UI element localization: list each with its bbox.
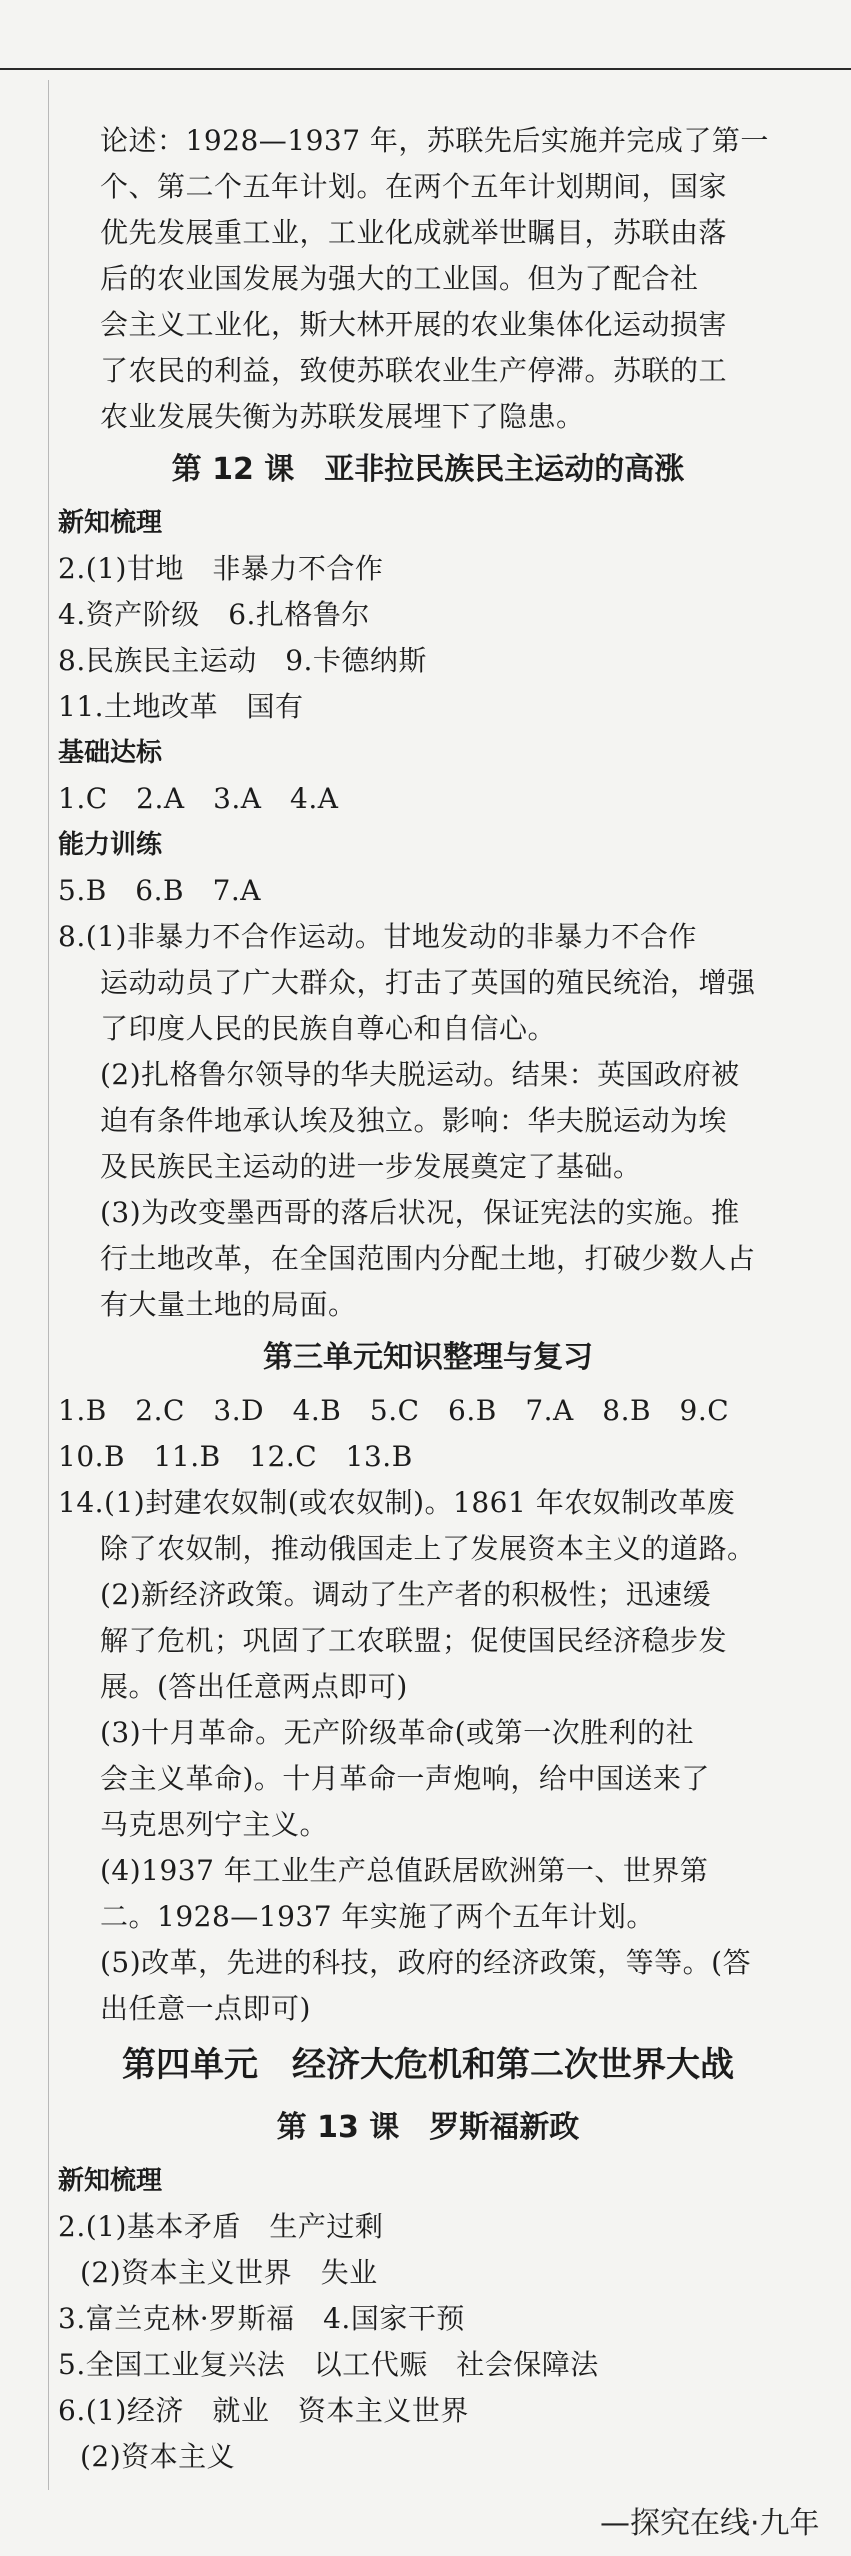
answer-line: (2)资本主义 [80, 2440, 236, 2473]
answer-line: 运动动员了广大群众，打击了英国的殖民统治，增强 [100, 966, 756, 999]
lesson-13-title: 第 13 课 罗斯福新政 [276, 2110, 580, 2145]
text-line: 会主义工业化，斯大林开展的农业集体化运动损害 [100, 308, 728, 341]
text-line: 个、第二个五年计划。在两个五年计划期间，国家 [100, 170, 728, 203]
top-rule [0, 68, 851, 70]
answer-line: 会主义革命)。十月革命一声炮响，给中国送来了 [100, 1762, 710, 1795]
section-label: 新知梳理 [58, 2166, 163, 2196]
text-line: 后的农业国发展为强大的工业国。但为了配合社 [100, 262, 699, 295]
unit-4-title: 第四单元 经济大危机和第二次世界大战 [122, 2045, 734, 2085]
section-label: 基础达标 [58, 738, 163, 768]
answer-line: (4)1937 年工业生产总值跃居欧洲第一、世界第 [100, 1854, 709, 1887]
answer-line: 8.民族民主运动 9.卡德纳斯 [58, 644, 427, 677]
left-margin-rule [48, 80, 49, 2490]
answer-line: 8.(1)非暴力不合作运动。甘地发动的非暴力不合作 [58, 920, 697, 953]
answer-line: 有大量土地的局面。 [100, 1288, 357, 1321]
answer-line: 10.B 11.B 12.C 13.B [58, 1440, 413, 1473]
answer-line: 及民族民主运动的进一步发展奠定了基础。 [100, 1150, 642, 1183]
answer-line: 除了农奴制，推动俄国走上了发展资本主义的道路。 [100, 1532, 756, 1565]
question-14 [58, 1480, 798, 2032]
answer-line: (2)新经济政策。调动了生产者的积极性；迅速缓 [100, 1578, 712, 1611]
section-label: 能力训练 [58, 830, 163, 860]
answer-line: 5.全国工业复兴法 以工代赈 社会保障法 [58, 2348, 599, 2381]
answer-line: 5.B 6.B 7.A [58, 874, 262, 907]
answer-line: 二。1928—1937 年实施了两个五年计划。 [100, 1900, 655, 1933]
text-line: 论述：1928—1937 年，苏联先后实施并完成了第一 [100, 124, 769, 157]
answer-line: 3.富兰克林·罗斯福 4.国家干预 [58, 2302, 465, 2335]
lesson-12-title: 第 12 课 亚非拉民族民主运动的高涨 [171, 452, 685, 487]
text-line: 优先发展重工业，工业化成就举世瞩目，苏联由落 [100, 216, 728, 249]
answer-line: 2.(1)基本矛盾 生产过剩 [58, 2210, 384, 2243]
intro-paragraph [58, 118, 798, 440]
question-8 [58, 914, 798, 1328]
section-label: 新知梳理 [58, 508, 163, 538]
answer-line: (3)十月革命。无产阶级革命(或第一次胜利的社 [100, 1716, 695, 1749]
answer-line: 11.土地改革 国有 [58, 690, 304, 723]
answer-line: 6.(1)经济 就业 资本主义世界 [58, 2394, 469, 2427]
answer-line: 出任意一点即可) [100, 1992, 311, 2025]
answer-line: 解了危机；巩固了工农联盟；促使国民经济稳步发 [100, 1624, 728, 1657]
book-footer: —探究在线·九年 [600, 2506, 820, 2541]
answer-line: 1.C 2.A 3.A 4.A [58, 782, 339, 815]
answer-line: 行土地改革，在全国范围内分配土地，打破少数人占 [100, 1242, 756, 1275]
answer-line: 了印度人民的民族自尊心和自信心。 [100, 1012, 557, 1045]
answer-line: (2)资本主义世界 失业 [80, 2256, 378, 2289]
answer-line: 4.资产阶级 6.扎格鲁尔 [58, 598, 370, 631]
answer-line: 马克思列宁主义。 [100, 1808, 329, 1841]
answer-line: 1.B 2.C 3.D 4.B 5.C 6.B 7.A 8.B 9.C [58, 1394, 730, 1427]
unit-3-review-title: 第三单元知识整理与复习 [263, 1340, 593, 1375]
answer-line: 展。(答出任意两点即可) [100, 1670, 408, 1703]
answer-line: (3)为改变墨西哥的落后状况，保证宪法的实施。推 [100, 1196, 740, 1229]
answer-line: 2.(1)甘地 非暴力不合作 [58, 552, 384, 585]
answer-line: (2)扎格鲁尔领导的华夫脱运动。结果：英国政府被 [100, 1058, 740, 1091]
answer-line: 14.(1)封建农奴制(或农奴制)。1861 年农奴制改革废 [58, 1486, 736, 1519]
answer-content [58, 118, 798, 2480]
answer-line: 迫有条件地承认埃及独立。影响：华夫脱运动为埃 [100, 1104, 728, 1137]
answer-line: (5)改革，先进的科技，政府的经济政策，等等。(答 [100, 1946, 752, 1979]
text-line: 了农民的利益，致使苏联农业生产停滞。苏联的工 [100, 354, 728, 387]
text-line: 农业发展失衡为苏联发展埋下了隐患。 [100, 400, 585, 433]
